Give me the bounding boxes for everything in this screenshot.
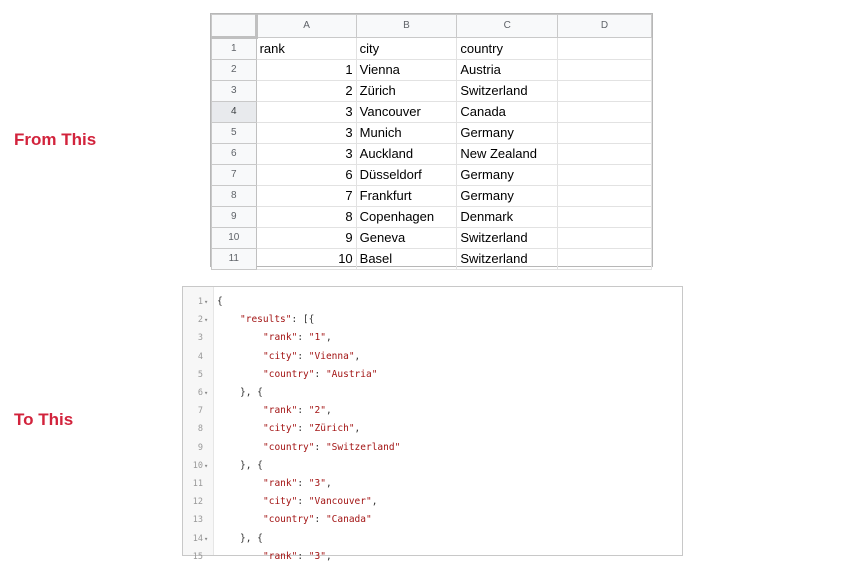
cell-b1[interactable]: city [356,38,457,60]
cell-d3[interactable] [558,81,652,102]
code-line [183,548,682,566]
code-text [263,511,372,529]
cell-a3[interactable]: 2 [256,81,356,102]
cell-d2[interactable] [558,60,652,81]
code-line [183,439,682,457]
sheet-row [212,165,652,186]
line-number: 8 [197,424,203,435]
select-all-corner[interactable] [212,15,257,38]
code-line [183,457,682,475]
line-number: 12 [192,497,203,508]
cell-c4[interactable]: Canada [457,102,558,123]
json-punctuation: : [314,441,326,453]
code-line [183,366,682,384]
json-punctuation: , [325,332,332,344]
line-number: 3 [197,333,203,344]
sheet-row [212,81,652,102]
json-string: "country" [263,368,315,380]
sheet-row [212,38,652,60]
json-string: "Vancouver" [308,496,372,508]
code-text [263,329,332,347]
json-string: "Canada" [325,514,372,526]
cell-b5[interactable]: Munich [356,123,457,144]
cell-b4[interactable]: Vancouver [356,102,457,123]
fold-arrow-icon[interactable]: ▾ [204,461,209,470]
column-header-b[interactable]: B [356,15,457,38]
json-punctuation: : [297,332,309,344]
json-string: "city" [263,350,298,362]
fold-arrow-icon[interactable]: ▾ [204,298,209,306]
code-line [183,384,682,402]
line-number: 13 [192,515,203,526]
cell-d4[interactable] [558,102,652,123]
code-line [183,475,682,493]
cell-c8[interactable]: Germany [457,186,558,207]
cell-d6[interactable] [558,144,652,165]
code-line [183,329,682,347]
sheet-row [212,102,652,123]
sheet-row [212,144,652,165]
sheet-row [212,123,652,144]
row-header-4[interactable]: 4 [212,102,257,123]
code-line [183,511,682,529]
code-text [240,384,263,402]
cell-c9[interactable]: Denmark [457,207,558,228]
json-string: "Austria" [325,368,378,380]
cell-d10[interactable] [558,228,652,249]
json-string: "country" [263,514,315,526]
spreadsheet-grid [210,13,653,267]
cell-d1[interactable] [558,38,652,60]
json-punctuation: , [325,478,332,489]
json-string: "2" [308,405,326,417]
row-header-3[interactable]: 3 [212,81,257,102]
json-punctuation: }, { [240,459,263,471]
code-text [263,420,360,438]
row-header-1[interactable]: 1 [212,38,257,60]
cell-b11[interactable]: Basel [356,249,457,270]
code-text [240,457,263,475]
cell-d5[interactable] [558,123,652,144]
json-punctuation: : [297,405,309,417]
code-text [263,348,360,366]
line-number: 4 [197,351,203,362]
json-string: "Vienna" [308,350,355,362]
cell-d9[interactable] [558,207,652,228]
cell-a5[interactable]: 3 [256,123,356,144]
line-number: 9 [197,442,203,453]
json-punctuation: : [314,368,326,380]
code-text [263,475,332,493]
code-text [217,293,223,311]
json-punctuation: , [325,550,332,562]
json-string: "Switzerland" [325,441,401,453]
json-punctuation: : [{ [291,314,315,326]
code-line [183,402,682,420]
code-text [263,493,377,511]
json-punctuation: , [371,496,378,508]
json-string: "rank" [263,478,298,489]
from-this-label: From This [14,130,97,149]
cell-c5[interactable]: Germany [457,123,558,144]
json-punctuation: , [354,350,361,362]
cell-b2[interactable]: Vienna [356,60,457,81]
cell-a8[interactable]: 7 [256,186,356,207]
cell-a2[interactable]: 1 [256,60,356,81]
code-line [183,311,682,329]
cell-c10[interactable]: Switzerland [457,228,558,249]
code-text [240,530,263,548]
column-header-d[interactable]: D [558,15,652,38]
cell-c7[interactable]: Germany [457,165,558,186]
code-line [183,420,682,438]
json-string: "Zürich" [308,423,355,435]
json-string: "country" [263,441,315,453]
row-header-6[interactable]: 6 [212,144,257,165]
row-header-2[interactable]: 2 [212,60,257,81]
cell-d11[interactable] [558,249,652,270]
row-header-11[interactable]: 11 [212,249,257,270]
json-string: "city" [263,423,298,435]
json-string: "city" [263,496,298,508]
code-text [263,366,377,384]
line-number: 14 [192,533,203,544]
sheet-row [212,60,652,81]
spreadsheet-table [211,14,652,270]
json-string: "3" [308,550,326,562]
json-punctuation: : [297,478,309,489]
fold-arrow-icon[interactable]: ▾ [204,534,209,543]
cell-a7[interactable]: 6 [256,165,356,186]
json-punctuation: , [354,423,361,435]
cell-b7[interactable]: Düsseldorf [356,165,457,186]
json-punctuation: }, { [240,532,263,544]
cell-b9[interactable]: Copenhagen [356,207,457,228]
cell-b8[interactable]: Frankfurt [356,186,457,207]
row-header-7[interactable]: 7 [212,165,257,186]
fold-arrow-icon[interactable]: ▾ [204,389,209,397]
sheet-row [212,186,652,207]
sheet-row [212,228,652,249]
json-punctuation: : [297,350,309,362]
json-string: "3" [308,478,326,489]
line-number: 11 [192,479,203,489]
json-code-editor[interactable] [182,286,683,562]
json-string: "rank" [263,405,298,417]
cell-c6[interactable]: New Zealand [457,144,558,165]
cell-c3[interactable]: Switzerland [457,81,558,102]
to-this-label: To This [14,410,74,429]
json-string: "1" [308,332,326,344]
json-string: "results" [240,314,292,326]
code-line [183,293,682,311]
code-line [183,348,682,366]
cell-b3[interactable]: Zürich [356,81,457,102]
column-header-c[interactable]: C [457,15,558,38]
code-text [240,311,314,329]
fold-arrow-icon[interactable]: ▾ [204,316,209,325]
column-header-a[interactable]: A [256,15,356,38]
code-line [183,493,682,511]
json-string: "rank" [263,550,298,562]
cell-b10[interactable]: Geneva [356,228,457,249]
cell-c11[interactable]: Switzerland [457,249,558,270]
code-line [183,530,682,548]
line-number: 15 [192,551,203,562]
sheet-row [212,249,652,270]
line-number: 6 [197,388,203,398]
row-header-9[interactable]: 9 [212,207,257,228]
json-punctuation: : [297,550,309,562]
code-text [263,548,332,566]
json-punctuation: : [297,496,309,508]
json-punctuation: }, { [240,387,263,398]
line-number: 10 [192,460,203,471]
json-punctuation: { [217,296,223,307]
line-number: 1 [197,297,203,307]
cell-a4[interactable]: 3 [256,102,356,123]
line-number: 2 [197,315,203,326]
cell-a9[interactable]: 8 [256,207,356,228]
cell-a11[interactable]: 10 [256,249,356,270]
json-punctuation: : [314,514,326,526]
row-header-8[interactable]: 8 [212,186,257,207]
code-text [263,439,400,457]
cell-d8[interactable] [558,186,652,207]
cell-c2[interactable]: Austria [457,60,558,81]
cell-a1[interactable]: rank [256,38,356,60]
line-number: 7 [197,406,203,417]
json-string: "rank" [263,332,298,344]
cell-a10[interactable]: 9 [256,228,356,249]
cell-b6[interactable]: Auckland [356,144,457,165]
row-header-5[interactable]: 5 [212,123,257,144]
row-header-10[interactable]: 10 [212,228,257,249]
code-text [263,402,332,420]
json-punctuation: : [297,423,309,435]
cell-a6[interactable]: 3 [256,144,356,165]
cell-d7[interactable] [558,165,652,186]
line-number: 5 [197,369,203,380]
sheet-row [212,207,652,228]
json-punctuation: , [325,405,332,417]
cell-c1[interactable]: country [457,38,558,60]
